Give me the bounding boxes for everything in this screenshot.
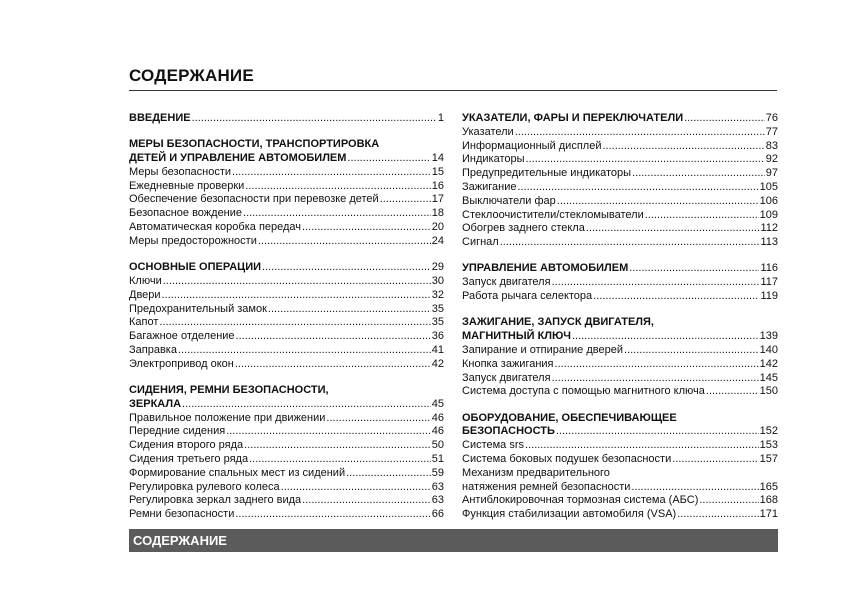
toc-entry-title: Работа рычага селектора bbox=[462, 290, 593, 303]
toc-entry-title: Сигнал bbox=[462, 236, 499, 249]
toc-page-number: 36 bbox=[431, 330, 444, 343]
dot-leader bbox=[281, 481, 431, 495]
toc-entry-title: Багажное отделение bbox=[129, 330, 235, 343]
dot-leader bbox=[380, 193, 431, 207]
toc-entry-title: Предупредительные индикаторы bbox=[462, 167, 632, 180]
toc-entry[interactable] bbox=[462, 153, 778, 167]
toc-page-number: 63 bbox=[431, 494, 444, 507]
dot-leader bbox=[699, 494, 758, 508]
toc-section-heading[interactable] bbox=[129, 152, 444, 166]
toc-entry-title: ВВЕДЕНИЕ bbox=[129, 112, 191, 124]
toc-page-number: 46 bbox=[431, 425, 444, 438]
toc-section-heading[interactable] bbox=[129, 138, 444, 152]
toc-entry-title: Индикаторы bbox=[462, 153, 525, 166]
toc-entry-title: Заправка bbox=[129, 343, 177, 356]
toc-entry[interactable] bbox=[129, 180, 444, 194]
dot-leader bbox=[525, 439, 759, 453]
toc-page-number: 32 bbox=[431, 288, 444, 301]
toc-section bbox=[129, 112, 444, 126]
toc-entry[interactable] bbox=[462, 126, 778, 140]
toc-page-number: 29 bbox=[431, 261, 444, 274]
toc-entry-title: Указатели bbox=[462, 125, 514, 138]
toc-entry-title: Зажигание bbox=[462, 180, 517, 193]
toc-entry-title: Выключатели фар bbox=[462, 194, 556, 207]
toc-page-number: 113 bbox=[760, 236, 778, 249]
toc-entry-title: Регулировка зеркал заднего вида bbox=[129, 494, 302, 507]
toc-section-heading[interactable] bbox=[462, 330, 778, 344]
toc-entry[interactable] bbox=[462, 439, 778, 453]
dot-leader bbox=[232, 166, 431, 180]
dot-leader bbox=[347, 152, 430, 166]
toc-entry[interactable] bbox=[462, 467, 778, 481]
toc-page-number: 76 bbox=[765, 112, 778, 124]
toc-entry-title: Система боковых подушек безопасности bbox=[462, 453, 672, 466]
dot-leader bbox=[518, 181, 759, 195]
toc-entry[interactable] bbox=[462, 344, 778, 358]
toc-page-number: 109 bbox=[759, 208, 778, 221]
toc-section bbox=[129, 261, 444, 371]
toc-entry[interactable] bbox=[129, 412, 444, 426]
toc-page-number: 46 bbox=[431, 411, 444, 424]
toc-entry-title: Предохранительный замок bbox=[129, 302, 267, 315]
toc-entry[interactable] bbox=[129, 303, 444, 317]
toc-page-number: 145 bbox=[759, 371, 778, 384]
toc-entry[interactable] bbox=[129, 494, 444, 508]
toc-page-number: 24 bbox=[431, 234, 444, 247]
toc-entry-title: ОСНОВНЫЕ ОПЕРАЦИИ bbox=[129, 261, 262, 274]
toc-entry-title: Обеспечение безопасности при перевозке детей bbox=[129, 193, 379, 206]
toc-left-column bbox=[129, 112, 444, 535]
toc-entry[interactable] bbox=[462, 209, 778, 223]
toc-entry-title: Обогрев заднего стекла bbox=[462, 222, 585, 235]
toc-entry-title: Ремни безопасности bbox=[129, 508, 235, 521]
toc-section bbox=[129, 384, 444, 522]
toc-entry[interactable] bbox=[129, 275, 444, 289]
toc-entry[interactable] bbox=[462, 195, 778, 209]
title-divider bbox=[129, 90, 777, 91]
toc-entry-title: Кнопка зажигания bbox=[462, 357, 554, 370]
toc-page-number: 106 bbox=[759, 194, 778, 207]
toc-page-number: 139 bbox=[759, 330, 778, 343]
toc-section-heading[interactable] bbox=[129, 261, 444, 275]
toc-section bbox=[462, 412, 778, 522]
toc-entry-title: Правильное положение при движении bbox=[129, 411, 326, 424]
toc-page-number: 150 bbox=[759, 385, 778, 398]
toc-page-number: 119 bbox=[760, 290, 778, 303]
toc-entry-title: Электропривод окон bbox=[129, 357, 234, 370]
toc-entry-title: БЕЗОПАСНОСТЬ bbox=[462, 425, 555, 438]
toc-entry-title: Меры безопасности bbox=[129, 165, 232, 178]
toc-entry-title: Формирование спальных мест из сидений bbox=[129, 466, 346, 479]
toc-page-number: 14 bbox=[431, 152, 444, 165]
dot-leader bbox=[245, 180, 430, 194]
toc-entry-title: Система srs bbox=[462, 439, 525, 452]
toc-entry[interactable] bbox=[462, 453, 778, 467]
toc-entry[interactable] bbox=[129, 439, 444, 453]
toc-entry-title: натяжения ремней безопасности bbox=[462, 480, 631, 493]
dot-leader bbox=[556, 425, 759, 439]
dot-leader bbox=[258, 235, 431, 249]
dot-leader bbox=[346, 467, 431, 481]
toc-page-number: 97 bbox=[765, 167, 778, 180]
toc-section-heading[interactable] bbox=[462, 425, 778, 439]
page-title: СОДЕРЖАНИЕ bbox=[129, 66, 254, 85]
dot-leader bbox=[515, 126, 765, 140]
dot-leader bbox=[526, 153, 765, 167]
dot-leader bbox=[500, 236, 760, 250]
toc-entry[interactable] bbox=[129, 166, 444, 180]
toc-page-number: 1 bbox=[437, 112, 444, 124]
toc-section-heading[interactable] bbox=[462, 112, 778, 126]
dot-leader bbox=[632, 167, 765, 181]
toc-entry-title: Запуск двигателя bbox=[462, 371, 551, 384]
toc-page-number: 116 bbox=[760, 262, 778, 275]
toc-entry-title: Запуск двигателя bbox=[462, 276, 551, 289]
toc-page-number: 77 bbox=[765, 125, 778, 138]
dot-leader bbox=[162, 289, 431, 303]
toc-section-heading[interactable] bbox=[462, 262, 778, 276]
toc-entry[interactable] bbox=[462, 481, 778, 495]
dot-leader bbox=[555, 358, 759, 372]
toc-entry-title: МАГНИТНЫЙ КЛЮЧ bbox=[462, 330, 571, 343]
dot-leader bbox=[629, 262, 759, 276]
toc-page-number: 35 bbox=[431, 316, 444, 329]
toc-page-number: 168 bbox=[759, 494, 778, 507]
dot-leader bbox=[645, 209, 759, 223]
toc-entry[interactable] bbox=[462, 181, 778, 195]
toc-entry[interactable] bbox=[129, 481, 444, 495]
toc-entry-title: ОБОРУДОВАНИЕ, ОБЕСПЕЧИВАЮЩЕЕ bbox=[462, 411, 677, 424]
toc-page-number: 63 bbox=[431, 480, 444, 493]
footer-bar bbox=[129, 529, 778, 552]
toc-page-number: 171 bbox=[759, 508, 778, 521]
toc-entry[interactable] bbox=[129, 453, 444, 467]
toc-entry-title: Регулировка рулевого колеса bbox=[129, 480, 280, 493]
dot-leader bbox=[557, 195, 759, 209]
dot-leader bbox=[182, 398, 431, 412]
toc-page-number: 16 bbox=[431, 179, 444, 192]
toc-section-heading[interactable] bbox=[129, 398, 444, 412]
dot-leader bbox=[159, 316, 430, 330]
toc-page-number: 165 bbox=[759, 480, 778, 493]
dot-leader bbox=[302, 221, 431, 235]
toc-entry-title: Ключи bbox=[129, 274, 162, 287]
toc-entry-title: Система доступа с помощью магнитного ключа bbox=[462, 385, 705, 398]
dot-leader bbox=[602, 140, 764, 154]
toc-page-number: 92 bbox=[765, 153, 778, 166]
toc-entry[interactable] bbox=[462, 494, 778, 508]
toc-entry-title: Ежедневные проверки bbox=[129, 179, 245, 192]
toc-right-column bbox=[462, 112, 778, 535]
toc-entry[interactable] bbox=[462, 372, 778, 386]
toc-entry[interactable] bbox=[462, 358, 778, 372]
dot-leader bbox=[706, 385, 759, 399]
toc-entry[interactable] bbox=[129, 467, 444, 481]
dot-leader bbox=[236, 330, 431, 344]
toc-entry[interactable] bbox=[129, 207, 444, 221]
toc-section-heading[interactable] bbox=[462, 412, 778, 426]
toc-entry[interactable] bbox=[462, 167, 778, 181]
toc-page-number: 157 bbox=[759, 453, 778, 466]
toc-entry[interactable] bbox=[462, 508, 778, 522]
toc-entry-title: Сидения второго ряда bbox=[129, 439, 244, 452]
dot-leader bbox=[672, 453, 758, 467]
toc-page-number: 66 bbox=[431, 508, 444, 521]
dot-leader bbox=[243, 207, 431, 221]
toc-page-number: 117 bbox=[760, 276, 778, 289]
toc-page-number: 50 bbox=[431, 439, 444, 452]
toc-entry[interactable] bbox=[129, 508, 444, 522]
toc-page-number: 51 bbox=[431, 453, 444, 466]
toc-page-number: 17 bbox=[431, 193, 444, 206]
toc-entry-title: Антиблокировочная тормозная система (АБС) bbox=[462, 494, 699, 507]
toc-section-heading[interactable] bbox=[129, 112, 444, 126]
toc-entry[interactable] bbox=[129, 358, 444, 372]
toc-section-heading[interactable] bbox=[462, 316, 778, 330]
toc-entry-title: Механизм предварительного bbox=[462, 466, 610, 479]
toc-page-number: 15 bbox=[431, 165, 444, 178]
toc-page-number: 41 bbox=[431, 343, 444, 356]
dot-leader bbox=[552, 276, 760, 290]
toc-page-number: 42 bbox=[431, 357, 444, 370]
toc-entry-title: Безопасное вождение bbox=[129, 207, 243, 220]
toc-page-number: 30 bbox=[431, 274, 444, 287]
toc-entry-title: Запирание и отпирание дверей bbox=[462, 343, 623, 356]
toc-entry-title: Функция стабилизации автомобиля (VSA) bbox=[462, 508, 677, 521]
toc-entry[interactable] bbox=[129, 344, 444, 358]
toc-entry-title: МЕРЫ БЕЗОПАСНОСТИ, ТРАНСПОРТИРОВКА bbox=[129, 138, 380, 151]
dot-leader bbox=[268, 303, 431, 317]
dot-leader bbox=[302, 494, 431, 508]
dot-leader bbox=[624, 344, 759, 358]
dot-leader bbox=[552, 372, 759, 386]
toc-entry-title: Информационный дисплей bbox=[462, 139, 602, 152]
toc-entry[interactable] bbox=[129, 316, 444, 330]
dot-leader bbox=[684, 112, 765, 126]
toc-page-number: 83 bbox=[765, 139, 778, 152]
toc-entry[interactable] bbox=[462, 290, 778, 304]
toc-entry[interactable] bbox=[462, 236, 778, 250]
dot-leader bbox=[631, 481, 758, 495]
dot-leader bbox=[163, 275, 431, 289]
dot-leader bbox=[262, 261, 431, 275]
toc-entry[interactable] bbox=[462, 222, 778, 236]
footer-label: СОДЕРЖАНИЕ bbox=[133, 533, 227, 548]
toc-entry-title: ЗЕРКАЛА bbox=[129, 397, 182, 410]
toc-section bbox=[462, 112, 778, 250]
toc-page-number: 153 bbox=[759, 439, 778, 452]
toc-page-number: 59 bbox=[431, 466, 444, 479]
toc-entry[interactable] bbox=[462, 140, 778, 154]
toc-page-number: 18 bbox=[431, 207, 444, 220]
toc-entry[interactable] bbox=[129, 330, 444, 344]
dot-leader bbox=[226, 425, 431, 439]
toc-page-number: 142 bbox=[759, 357, 778, 370]
dot-leader bbox=[244, 439, 431, 453]
dot-leader bbox=[235, 358, 431, 372]
toc-entry[interactable] bbox=[129, 221, 444, 235]
toc-section bbox=[462, 262, 778, 303]
toc-page-number: 140 bbox=[759, 343, 778, 356]
toc-entry[interactable] bbox=[462, 276, 778, 290]
toc-entry-title: СИДЕНИЯ, РЕМНИ БЕЗОПАСНОСТИ, bbox=[129, 384, 329, 397]
toc-entry[interactable] bbox=[129, 425, 444, 439]
toc-entry[interactable] bbox=[129, 193, 444, 207]
toc-page-number: 45 bbox=[431, 397, 444, 410]
dot-leader bbox=[178, 344, 431, 358]
toc-entry-title: Меры предосторожности bbox=[129, 234, 257, 247]
dot-leader bbox=[677, 508, 758, 522]
toc-entry-title: УПРАВЛЕНИЕ АВТОМОБИЛЕМ bbox=[462, 262, 629, 275]
toc-entry-title: ЗАЖИГАНИЕ, ЗАПУСК ДВИГАТЕЛЯ, bbox=[462, 316, 654, 329]
toc-section-heading[interactable] bbox=[129, 384, 444, 398]
toc-page-number: 105 bbox=[759, 180, 778, 193]
toc-entry-title: ДЕТЕЙ И УПРАВЛЕНИЕ АВТОМОБИЛЕМ bbox=[129, 152, 347, 165]
toc-entry[interactable] bbox=[129, 289, 444, 303]
toc-entry[interactable] bbox=[129, 235, 444, 249]
dot-leader bbox=[235, 508, 430, 522]
toc-entry-title: Двери bbox=[129, 288, 161, 301]
toc-entry-title: Передние сидения bbox=[129, 425, 226, 438]
toc-entry-title: Сидения третьего ряда bbox=[129, 453, 249, 466]
toc-entry-title: Стеклоочистители/стекломыватели bbox=[462, 208, 644, 221]
toc-section bbox=[462, 316, 778, 399]
toc-page-number: 20 bbox=[431, 221, 444, 234]
dot-leader bbox=[326, 412, 430, 426]
dot-leader bbox=[593, 290, 759, 304]
toc-page-number: 152 bbox=[759, 425, 778, 438]
dot-leader bbox=[586, 222, 760, 236]
toc-page-number: 112 bbox=[760, 222, 778, 235]
dot-leader bbox=[192, 112, 437, 126]
toc-section bbox=[129, 138, 444, 248]
dot-leader bbox=[249, 453, 431, 467]
toc-entry-title: Капот bbox=[129, 316, 159, 329]
toc-entry-title: УКАЗАТЕЛИ, ФАРЫ И ПЕРЕКЛЮЧАТЕЛИ bbox=[462, 112, 684, 124]
toc-entry-title: Автоматическая коробка передач bbox=[129, 221, 302, 234]
toc-entry[interactable] bbox=[462, 385, 778, 399]
toc-page-number: 35 bbox=[431, 302, 444, 315]
dot-leader bbox=[572, 330, 759, 344]
